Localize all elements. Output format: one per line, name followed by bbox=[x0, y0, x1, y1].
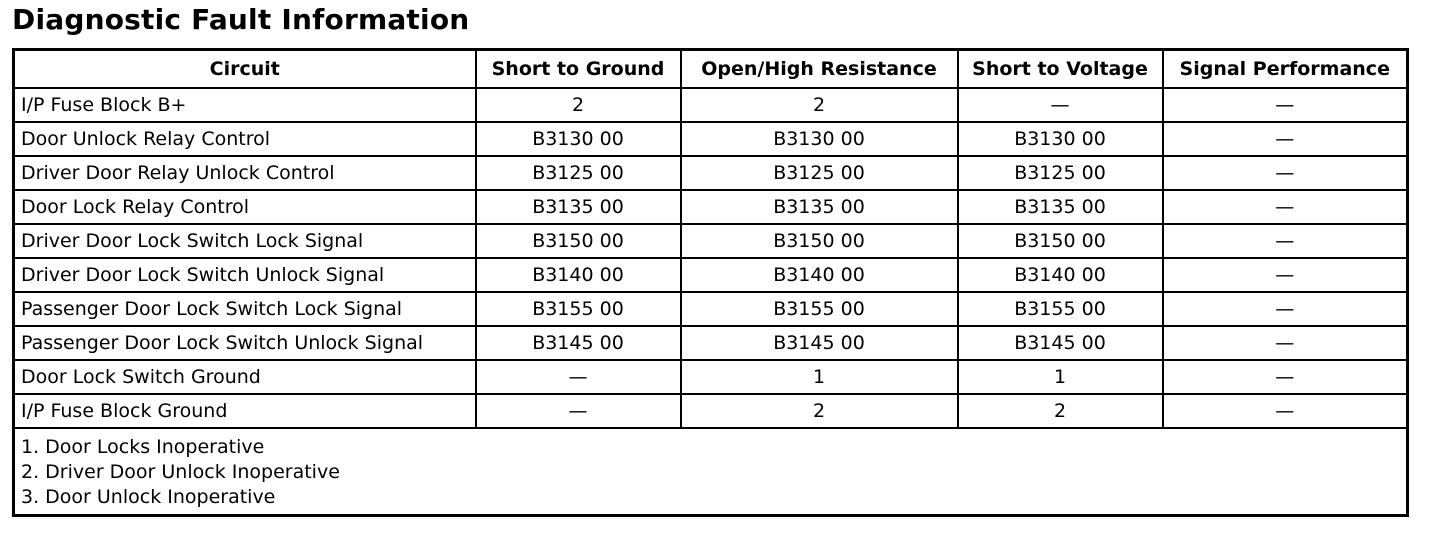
cell-signal-performance: — bbox=[1163, 156, 1408, 190]
cell-signal-performance: — bbox=[1163, 394, 1408, 428]
cell-signal-performance: — bbox=[1163, 292, 1408, 326]
table-row bbox=[14, 292, 1408, 326]
cell-short-to-voltage: B3140 00 bbox=[958, 258, 1163, 292]
cell-open-high-resistance: 2 bbox=[681, 394, 958, 428]
cell-short-to-voltage: B3130 00 bbox=[958, 122, 1163, 156]
table-row bbox=[14, 156, 1408, 190]
cell-signal-performance: — bbox=[1163, 190, 1408, 224]
table-row bbox=[14, 88, 1408, 122]
cell-short-to-ground: B3155 00 bbox=[476, 292, 681, 326]
cell-circuit: Door Unlock Relay Control bbox=[14, 122, 476, 156]
cell-signal-performance: — bbox=[1163, 360, 1408, 394]
cell-short-to-voltage: B3150 00 bbox=[958, 224, 1163, 258]
cell-short-to-voltage: B3125 00 bbox=[958, 156, 1163, 190]
cell-circuit: Door Lock Relay Control bbox=[14, 190, 476, 224]
cell-short-to-voltage: 1 bbox=[958, 360, 1163, 394]
cell-signal-performance: — bbox=[1163, 122, 1408, 156]
column-header-short-to-voltage: Short to Voltage bbox=[958, 50, 1163, 89]
cell-short-to-ground: 2 bbox=[476, 88, 681, 122]
column-header-signal-performance: Signal Performance bbox=[1163, 50, 1408, 89]
note-3: 3. Door Unlock Inoperative bbox=[21, 486, 276, 508]
cell-circuit: Driver Door Relay Unlock Control bbox=[14, 156, 476, 190]
cell-short-to-ground: B3125 00 bbox=[476, 156, 681, 190]
cell-circuit: Door Lock Switch Ground bbox=[14, 360, 476, 394]
cell-open-high-resistance: B3145 00 bbox=[681, 326, 958, 360]
cell-circuit: Passenger Door Lock Switch Unlock Signal bbox=[14, 326, 476, 360]
cell-circuit: Driver Door Lock Switch Unlock Signal bbox=[14, 258, 476, 292]
cell-open-high-resistance: B3155 00 bbox=[681, 292, 958, 326]
cell-open-high-resistance: B3130 00 bbox=[681, 122, 958, 156]
table-row bbox=[14, 258, 1408, 292]
table-row bbox=[14, 190, 1408, 224]
cell-circuit: I/P Fuse Block B+ bbox=[14, 88, 476, 122]
fault-rows bbox=[14, 88, 1408, 428]
notes-row bbox=[14, 428, 1408, 516]
column-header-short-to-ground: Short to Ground bbox=[476, 50, 681, 89]
cell-open-high-resistance: B3140 00 bbox=[681, 258, 958, 292]
cell-open-high-resistance: B3135 00 bbox=[681, 190, 958, 224]
table-row bbox=[14, 394, 1408, 428]
cell-short-to-ground: — bbox=[476, 394, 681, 428]
cell-short-to-voltage: B3145 00 bbox=[958, 326, 1163, 360]
cell-short-to-voltage: B3155 00 bbox=[958, 292, 1163, 326]
notes-cell bbox=[14, 428, 1408, 516]
cell-open-high-resistance: 2 bbox=[681, 88, 958, 122]
cell-short-to-ground: B3145 00 bbox=[476, 326, 681, 360]
table-header-row bbox=[14, 50, 1408, 89]
cell-short-to-ground: B3130 00 bbox=[476, 122, 681, 156]
cell-short-to-ground: B3140 00 bbox=[476, 258, 681, 292]
cell-circuit: Passenger Door Lock Switch Lock Signal bbox=[14, 292, 476, 326]
cell-signal-performance: — bbox=[1163, 258, 1408, 292]
column-header-open-high-resistance: Open/High Resistance bbox=[681, 50, 958, 89]
cell-signal-performance: — bbox=[1163, 224, 1408, 258]
fault-table bbox=[12, 48, 1409, 517]
table-row bbox=[14, 224, 1408, 258]
cell-short-to-voltage: B3135 00 bbox=[958, 190, 1163, 224]
cell-open-high-resistance: 1 bbox=[681, 360, 958, 394]
cell-short-to-voltage: 2 bbox=[958, 394, 1163, 428]
page-title: Diagnostic Fault Information bbox=[12, 3, 470, 36]
cell-circuit: I/P Fuse Block Ground bbox=[14, 394, 476, 428]
cell-short-to-voltage: — bbox=[958, 88, 1163, 122]
cell-circuit: Driver Door Lock Switch Lock Signal bbox=[14, 224, 476, 258]
cell-short-to-ground: B3150 00 bbox=[476, 224, 681, 258]
column-header-circuit: Circuit bbox=[14, 50, 476, 89]
note-1: 1. Door Locks Inoperative bbox=[21, 436, 265, 458]
table-row bbox=[14, 360, 1408, 394]
cell-signal-performance: — bbox=[1163, 326, 1408, 360]
cell-open-high-resistance: B3125 00 bbox=[681, 156, 958, 190]
note-2: 2. Driver Door Unlock Inoperative bbox=[21, 461, 340, 483]
table-row bbox=[14, 326, 1408, 360]
cell-short-to-ground: — bbox=[476, 360, 681, 394]
cell-short-to-ground: B3135 00 bbox=[476, 190, 681, 224]
cell-signal-performance: — bbox=[1163, 88, 1408, 122]
cell-open-high-resistance: B3150 00 bbox=[681, 224, 958, 258]
table-row bbox=[14, 122, 1408, 156]
